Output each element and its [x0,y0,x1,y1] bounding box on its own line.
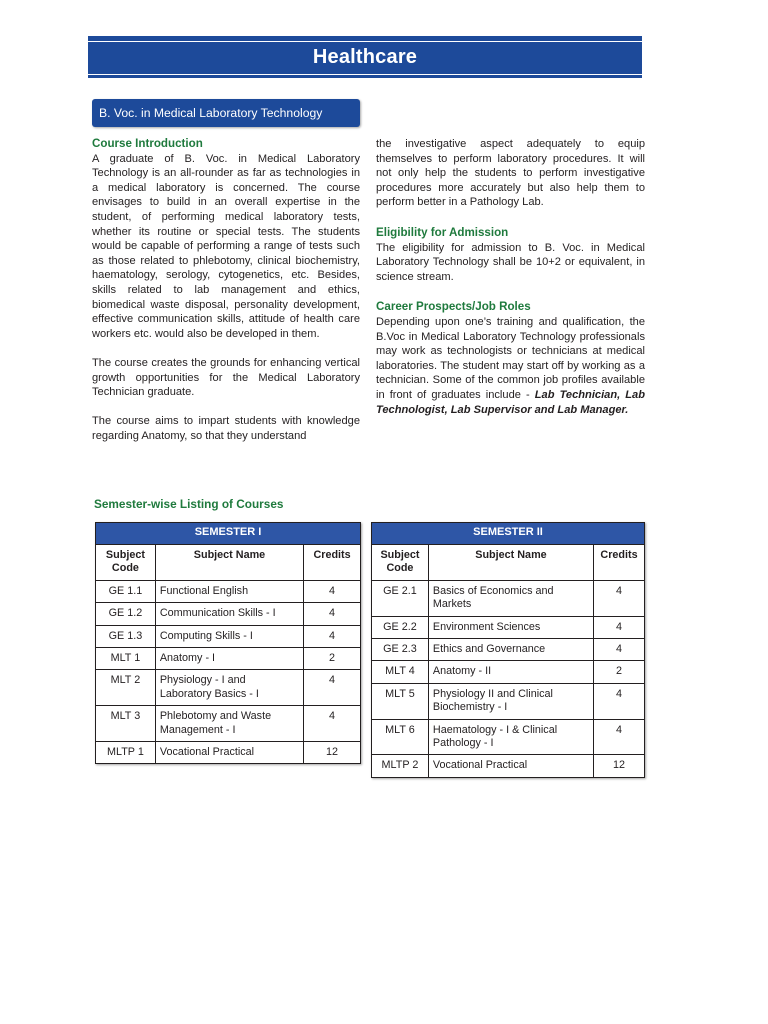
intro-paragraph-1: A graduate of B. Voc. in Medical Laboratory Technology is an all-rounder as far as technologies in a medical laboratory is concerned. The course envisages to build in an overall expertise in the student, of performing medical laboratory tests, whether its routine or special tests. The students would be capable of performing a range of tests such as those related to phlebotomy, clinical biochemistry, haematology, serology, cytogenetics, etc. Besides, skills related to lab management and ethics, biomedical waste disposal, personality development, effective communication skills, attitude of health care workers etc. would also be developed in them. [92,152,360,340]
intro-paragraph-2: The course creates the grounds for enhancing vertical growth opportunities for the Medical Laboratory Technician graduate. [92,356,360,399]
table-row [96,648,361,670]
subject-code: GE 2.3 [372,639,429,661]
header-subject-code: Subject Code [96,545,156,581]
credits: 12 [594,755,645,777]
listing-title: Semester-wise Listing of Courses [94,497,284,511]
subject-name: Communication Skills - I [155,603,303,625]
subject-name: Haematology - I & Clinical Pathology - I [428,719,593,755]
section-banner [88,36,642,78]
career-text [376,315,645,417]
credits: 4 [594,683,645,719]
career-roles: Lab Technician, Lab Technologist, Lab Supervisor and Lab Manager. [376,388,645,416]
subject-name: Environment Sciences [428,616,593,638]
table-row [372,755,645,777]
credits: 4 [304,625,361,647]
subject-code: GE 1.2 [96,603,156,625]
subject-code: MLTP 1 [96,742,156,764]
table-row [372,580,645,616]
subject-name: Phlebotomy and Waste Management - I [155,706,303,742]
credits: 2 [304,648,361,670]
subject-name: Computing Skills - I [155,625,303,647]
course-title: B. Voc. in Medical Laboratory Technology [92,99,360,127]
subject-code: GE 1.1 [96,580,156,602]
subject-name: Vocational Practical [155,742,303,764]
subject-name: Functional English [155,580,303,602]
credits: 2 [594,661,645,683]
subject-code: GE 1.3 [96,625,156,647]
header-subject-name: Subject Name [155,545,303,581]
credits: 4 [594,719,645,755]
intro-heading: Course Introduction [92,137,203,150]
table-row [372,683,645,719]
subject-code: MLT 2 [96,670,156,706]
eligibility-heading: Eligibility for Admission [376,225,509,239]
semester-2-table [371,522,645,778]
table-row [96,670,361,706]
table-row [96,625,361,647]
credits: 12 [304,742,361,764]
eligibility-text: The eligibility for admission to B. Voc. in Medical Laboratory Technology shall be 10+2 or equivalent, in science stream. [376,241,645,283]
semester-title: SEMESTER I [96,523,361,545]
credits: 4 [594,616,645,638]
table-row [372,719,645,755]
credits: 4 [594,639,645,661]
table-row [372,661,645,683]
career-description: Depending upon one’s training and qualification, the B.Voc in Medical Laboratory Technology professionals may work as technologists or technicians at medical laboratories. The student may start off by working as a technician. Some of the common job profiles available in front of graduates include - [376,315,645,401]
subject-name: Anatomy - I [155,648,303,670]
subject-code: MLT 4 [372,661,429,683]
table-row [96,580,361,602]
subject-name: Physiology - I and Laboratory Basics - I [155,670,303,706]
subject-code: MLT 1 [96,648,156,670]
subject-name: Anatomy - II [428,661,593,683]
subject-name: Ethics and Governance [428,639,593,661]
subject-name: Physiology II and Clinical Biochemistry - I [428,683,593,719]
subject-code: MLT 3 [96,706,156,742]
header-subject-code: Subject Code [372,545,429,581]
credits: 4 [304,706,361,742]
semester-title: SEMESTER II [372,523,645,545]
intro-paragraph-3-start: The course aims to impart students with knowledge regarding Anatomy, so that they understand [92,415,360,442]
table-row [96,742,361,764]
subject-code: GE 2.2 [372,616,429,638]
header-credits: Credits [594,545,645,581]
intro-paragraph-3-end: the investigative aspect adequately to equip themselves to perform laboratory procedures. It will not only help the students to perform investigative procedures more accurately but also help them to perform better in a Pathology Lab. [376,138,645,209]
subject-name: Vocational Practical [428,755,593,777]
header-subject-name: Subject Name [428,545,593,581]
credits: 4 [304,580,361,602]
semester-1-table [95,522,361,764]
subject-name: Basics of Economics and Markets [428,580,593,616]
table-row [96,603,361,625]
career-heading: Career Prospects/Job Roles [376,300,531,314]
header-credits: Credits [304,545,361,581]
table-row [372,639,645,661]
credits: 4 [594,580,645,616]
subject-code: MLT 6 [372,719,429,755]
table-row [372,616,645,638]
subject-code: GE 2.1 [372,580,429,616]
credits: 4 [304,603,361,625]
left-column [92,137,360,443]
right-column [376,137,645,417]
credits: 4 [304,670,361,706]
section-title: Healthcare [312,46,418,68]
subject-code: MLT 5 [372,683,429,719]
table-row [96,706,361,742]
subject-code: MLTP 2 [372,755,429,777]
